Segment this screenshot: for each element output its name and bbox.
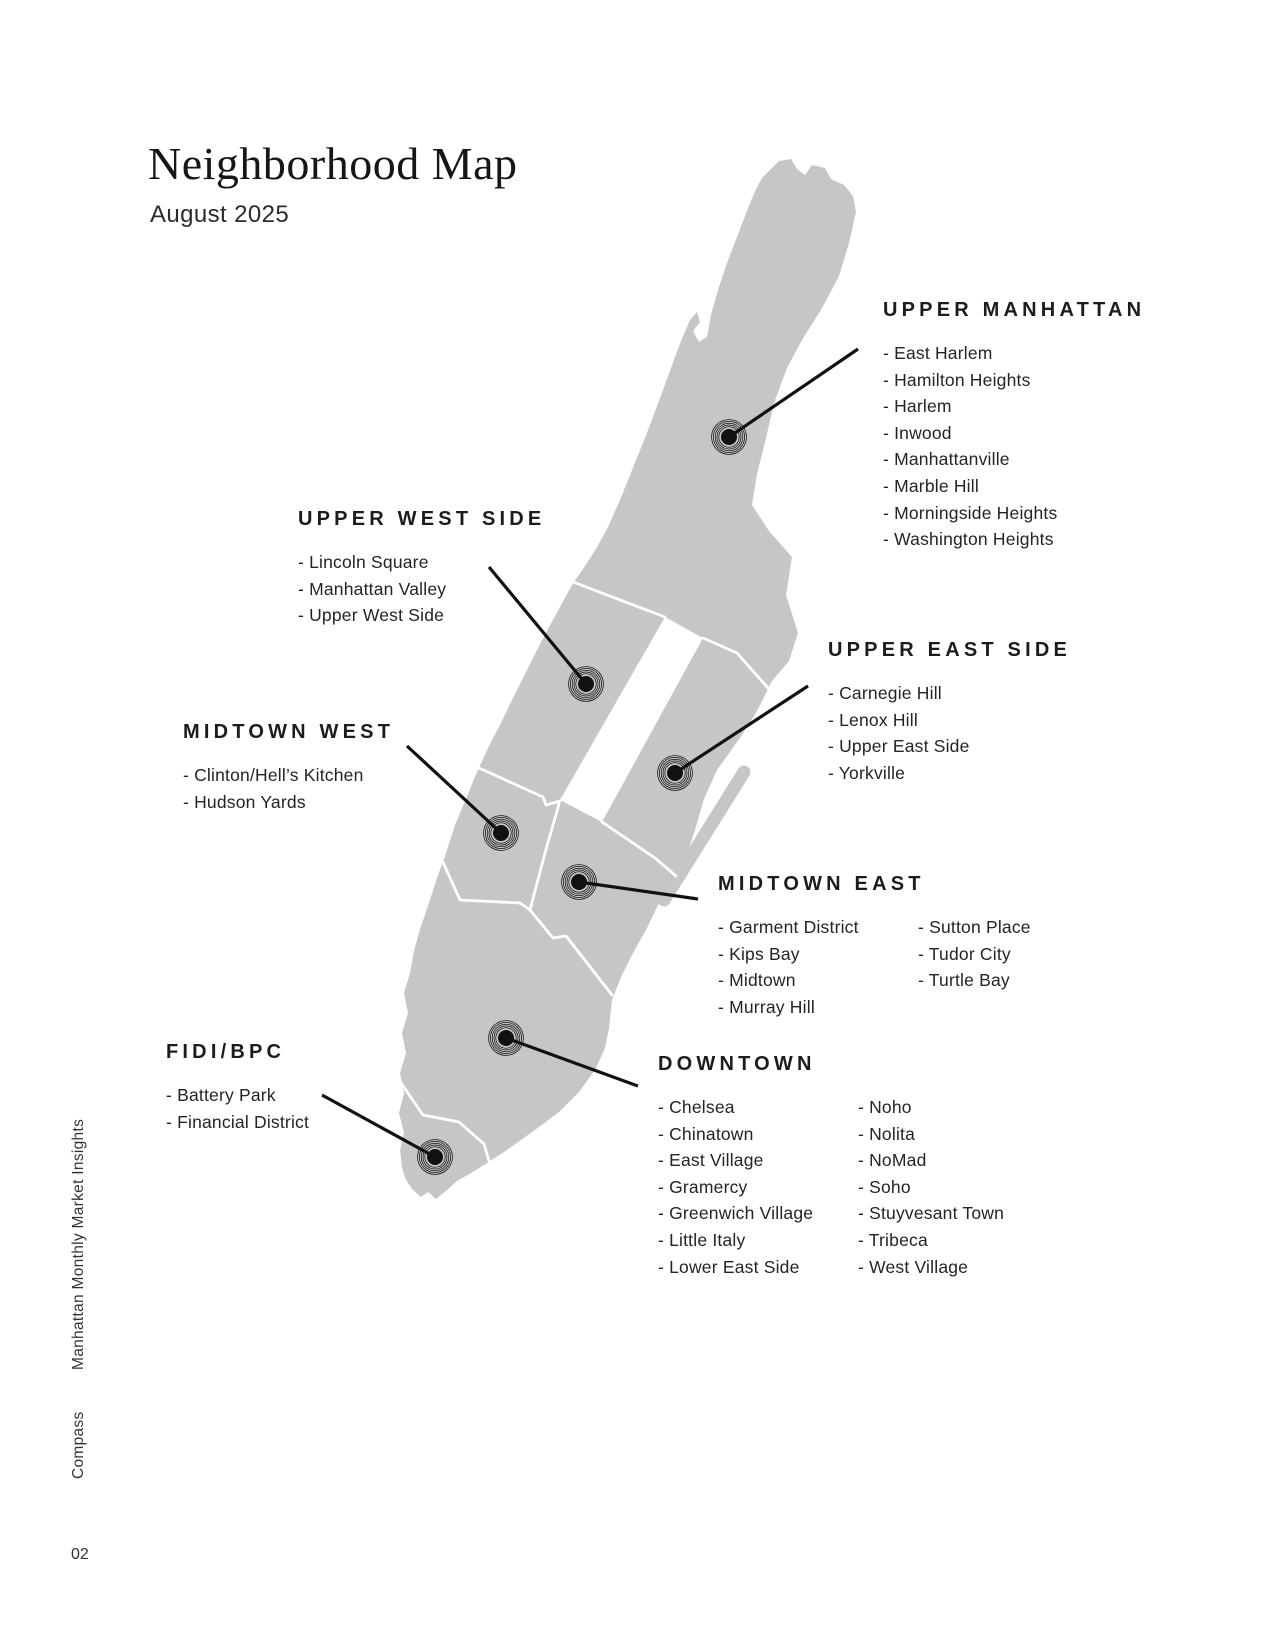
neighborhood-item: - Morningside Heights — [883, 500, 1057, 527]
neighborhood-item: - Kips Bay — [718, 941, 918, 968]
neighborhood-item: - Inwood — [883, 420, 1057, 447]
region-label-downtown — [658, 1052, 1004, 1280]
neighborhood-item: - Clinton/Hell’s Kitchen — [183, 762, 364, 789]
neighborhood-item: - Manhattan Valley — [298, 576, 446, 603]
region-label-upper-east-side — [828, 638, 1071, 786]
neighborhood-list — [883, 340, 1057, 553]
region-heading-upper-west-side: UPPER WEST SIDE — [298, 508, 546, 530]
neighborhood-item: - Marble Hill — [883, 473, 1057, 500]
marker-upper-east-side — [658, 756, 693, 791]
sidebar-report-name: Manhattan Monthly Market Insights — [70, 1118, 87, 1370]
manhattan-island-shape — [399, 159, 856, 1199]
neighborhood-list — [183, 762, 364, 815]
neighborhood-item: - Lincoln Square — [298, 549, 446, 576]
neighborhood-list — [858, 1094, 1004, 1280]
page-number: 02 — [71, 1546, 89, 1563]
neighborhood-item: - East Harlem — [883, 340, 1057, 367]
region-heading-midtown-east: MIDTOWN EAST — [718, 873, 925, 895]
marker-upper-west-side — [569, 667, 604, 702]
neighborhood-item: - Hamilton Heights — [883, 367, 1057, 394]
neighborhood-list — [828, 680, 970, 786]
neighborhood-item: - Murray Hill — [718, 994, 918, 1021]
neighborhood-list — [166, 1082, 309, 1135]
marker-fidi-bpc — [418, 1140, 453, 1175]
neighborhood-item: - Chinatown — [658, 1121, 858, 1148]
neighborhood-item: - West Village — [858, 1254, 1004, 1281]
region-heading-midtown-west: MIDTOWN WEST — [183, 721, 395, 743]
title-block — [148, 140, 518, 229]
neighborhood-item: - Soho — [858, 1174, 1004, 1201]
neighborhood-item: - Lower East Side — [658, 1254, 858, 1281]
neighborhood-list — [918, 914, 1031, 1020]
marker-midtown-west — [484, 816, 519, 851]
region-label-upper-manhattan — [883, 298, 1145, 553]
marker-midtown-east — [562, 865, 597, 900]
neighborhood-item: - Hudson Yards — [183, 789, 364, 816]
neighborhood-list — [718, 914, 918, 1020]
neighborhood-item: - Carnegie Hill — [828, 680, 970, 707]
neighborhood-item: - Little Italy — [658, 1227, 858, 1254]
neighborhood-item: - Turtle Bay — [918, 967, 1031, 994]
neighborhood-item: - Stuyvesant Town — [858, 1200, 1004, 1227]
neighborhood-item: - Upper West Side — [298, 602, 446, 629]
neighborhood-item: - Harlem — [883, 393, 1057, 420]
neighborhood-item: - Midtown — [718, 967, 918, 994]
neighborhood-list — [658, 1094, 858, 1280]
neighborhood-item: - Financial District — [166, 1109, 309, 1136]
neighborhood-item: - East Village — [658, 1147, 858, 1174]
neighborhood-item: - Greenwich Village — [658, 1200, 858, 1227]
neighborhood-item: - Washington Heights — [883, 526, 1057, 553]
neighborhood-item: - NoMad — [858, 1147, 1004, 1174]
neighborhood-item: - Upper East Side — [828, 733, 970, 760]
page-subtitle: August 2025 — [150, 201, 290, 229]
neighborhood-item: - Nolita — [858, 1121, 1004, 1148]
region-label-midtown-east — [718, 872, 1031, 1020]
neighborhood-item: - Battery Park — [166, 1082, 309, 1109]
region-heading-fidi-bpc: FIDI/BPC — [166, 1041, 286, 1063]
neighborhood-item: - Garment District — [718, 914, 918, 941]
page-title: Neighborhood Map — [148, 138, 518, 189]
neighborhood-item: - Sutton Place — [918, 914, 1031, 941]
neighborhood-item: - Chelsea — [658, 1094, 858, 1121]
marker-upper-manhattan — [712, 420, 747, 455]
neighborhood-item: - Noho — [858, 1094, 1004, 1121]
region-heading-upper-manhattan: UPPER MANHATTAN — [883, 299, 1146, 321]
neighborhood-item: - Lenox Hill — [828, 707, 970, 734]
region-label-fidi-bpc — [166, 1040, 309, 1135]
region-heading-downtown: DOWNTOWN — [658, 1053, 816, 1075]
neighborhood-item: - Yorkville — [828, 760, 970, 787]
region-label-upper-west-side — [298, 507, 545, 629]
neighborhood-list — [298, 549, 446, 629]
neighborhood-item: - Manhattanville — [883, 446, 1057, 473]
neighborhood-item: - Tudor City — [918, 941, 1031, 968]
neighborhood-item: - Gramercy — [658, 1174, 858, 1201]
region-heading-upper-east-side: UPPER EAST SIDE — [828, 639, 1072, 661]
region-label-midtown-west — [183, 720, 394, 815]
neighborhood-item: - Tribeca — [858, 1227, 1004, 1254]
sidebar-brand: Compass — [70, 1411, 87, 1479]
marker-downtown — [489, 1021, 524, 1056]
